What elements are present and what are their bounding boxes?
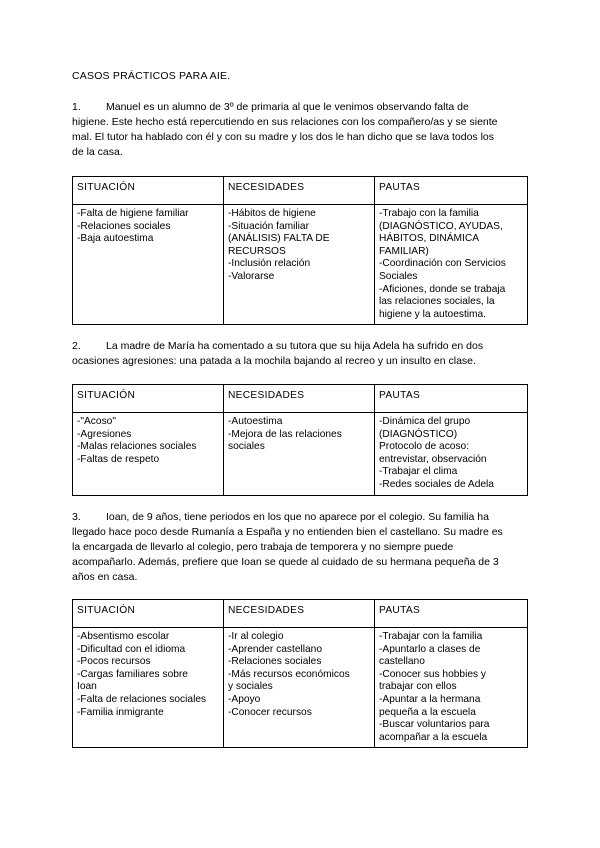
header-pautas: PAUTAS (375, 600, 528, 628)
case-3-line: la encargada de llevarlo al colegio, pero trabaja de temporera y no siempre puede (72, 541, 454, 553)
cell-pautas: -Trabajar con la familia -Apuntarlo a clases de castellano -Conocer sus hobbies y trabajar con ellos -Apuntar a la hermana pequeña a la escuela -Buscar voluntarios para acompañar a la escuela (375, 628, 528, 748)
case-1-text (72, 100, 528, 160)
table-header-row (73, 177, 528, 205)
cell-pautas: -Trabajo con la familia (DIAGNÓSTICO, AYUDAS, HÁBITOS, DINÁMICA FAMILIAR) -Coordinación con Servicios Sociales -Aficiones, donde se trabaja las relaciones sociales, la higiene y la autoestima. (375, 205, 528, 325)
case-3-number: 3. (72, 511, 81, 523)
case-3-line: acompañarlo. Además, prefiere que Ioan se quede al cuidado de su hermana pequeña de 3 (72, 556, 499, 568)
case-1-line: mal. El tutor ha hablado con él y con su madre y los dos le han dicho que se lava todos los (72, 131, 494, 143)
cell-necesidades: -Autoestima -Mejora de las relaciones sociales (224, 413, 375, 496)
case-3-text (72, 510, 528, 585)
header-situacion: SITUACIÓN (73, 385, 224, 413)
cell-situacion: -Absentismo escolar -Dificultad con el idioma -Pocos recursos -Cargas familiares sobre Ioan -Falta de relaciones sociales -Familia inmigrante (73, 628, 224, 748)
case-1-line: de la casa. (72, 146, 123, 158)
table-header-row (73, 385, 528, 413)
table-row (73, 413, 528, 496)
cell-necesidades: -Ir al colegio -Aprender castellano -Relaciones sociales -Más recursos económicos y sociales -Apoyo -Conocer recursos (224, 628, 375, 748)
case-2-line: 2. La madre de María ha comentado a su tutora que su hija Adela ha sufrido en dos (72, 340, 484, 352)
cell-situacion: -Falta de higiene familiar -Relaciones sociales -Baja autoestima (73, 205, 224, 325)
case-2-text (72, 339, 528, 369)
case-3-line: llegado hace poco desde Rumanía a España y no entienden bien el castellano. Su madre es (72, 526, 503, 538)
case-1-table (72, 176, 528, 325)
header-necesidades: NECESIDADES (224, 177, 375, 205)
document-title: CASOS PRÁCTICOS PARA AIE. (72, 70, 231, 82)
case-2-table (72, 384, 528, 496)
case-3-line: 3. Ioan, de 9 años, tiene periodos en los que no aparece por el colegio. Su familia ha (72, 511, 489, 523)
case-1-line: higiene. Este hecho está repercutiendo en sus relaciones con los compañero/as y se siente (72, 116, 498, 128)
case-2-line: ocasiones agresiones: una patada a la mochila bajando al recreo y un insulto en clase. (72, 355, 476, 367)
table-header-row (73, 600, 528, 628)
header-necesidades: NECESIDADES (224, 385, 375, 413)
case-1-number: 1. (72, 101, 81, 113)
case-3-line: años en casa. (72, 571, 138, 583)
cell-situacion: -"Acoso" -Agresiones -Malas relaciones sociales -Faltas de respeto (73, 413, 224, 496)
case-2-number: 2. (72, 340, 81, 352)
table-row (73, 205, 528, 325)
header-situacion: SITUACIÓN (73, 600, 224, 628)
header-necesidades: NECESIDADES (224, 600, 375, 628)
cell-necesidades: -Hábitos de higiene -Situación familiar (ANÁLISIS) FALTA DE RECURSOS -Inclusión relación -Valorarse (224, 205, 375, 325)
case-1-line: 1. Manuel es un alumno de 3º de primaria al que le venimos observando falta de (72, 101, 469, 113)
cell-pautas: -Dinámica del grupo (DIAGNÓSTICO) Protocolo de acoso: entrevistar, observación -Trabajar el clima -Redes sociales de Adela (375, 413, 528, 496)
header-pautas: PAUTAS (375, 385, 528, 413)
header-pautas: PAUTAS (375, 177, 528, 205)
header-situacion: SITUACIÓN (73, 177, 224, 205)
table-row (73, 628, 528, 748)
case-3-table (72, 599, 528, 748)
